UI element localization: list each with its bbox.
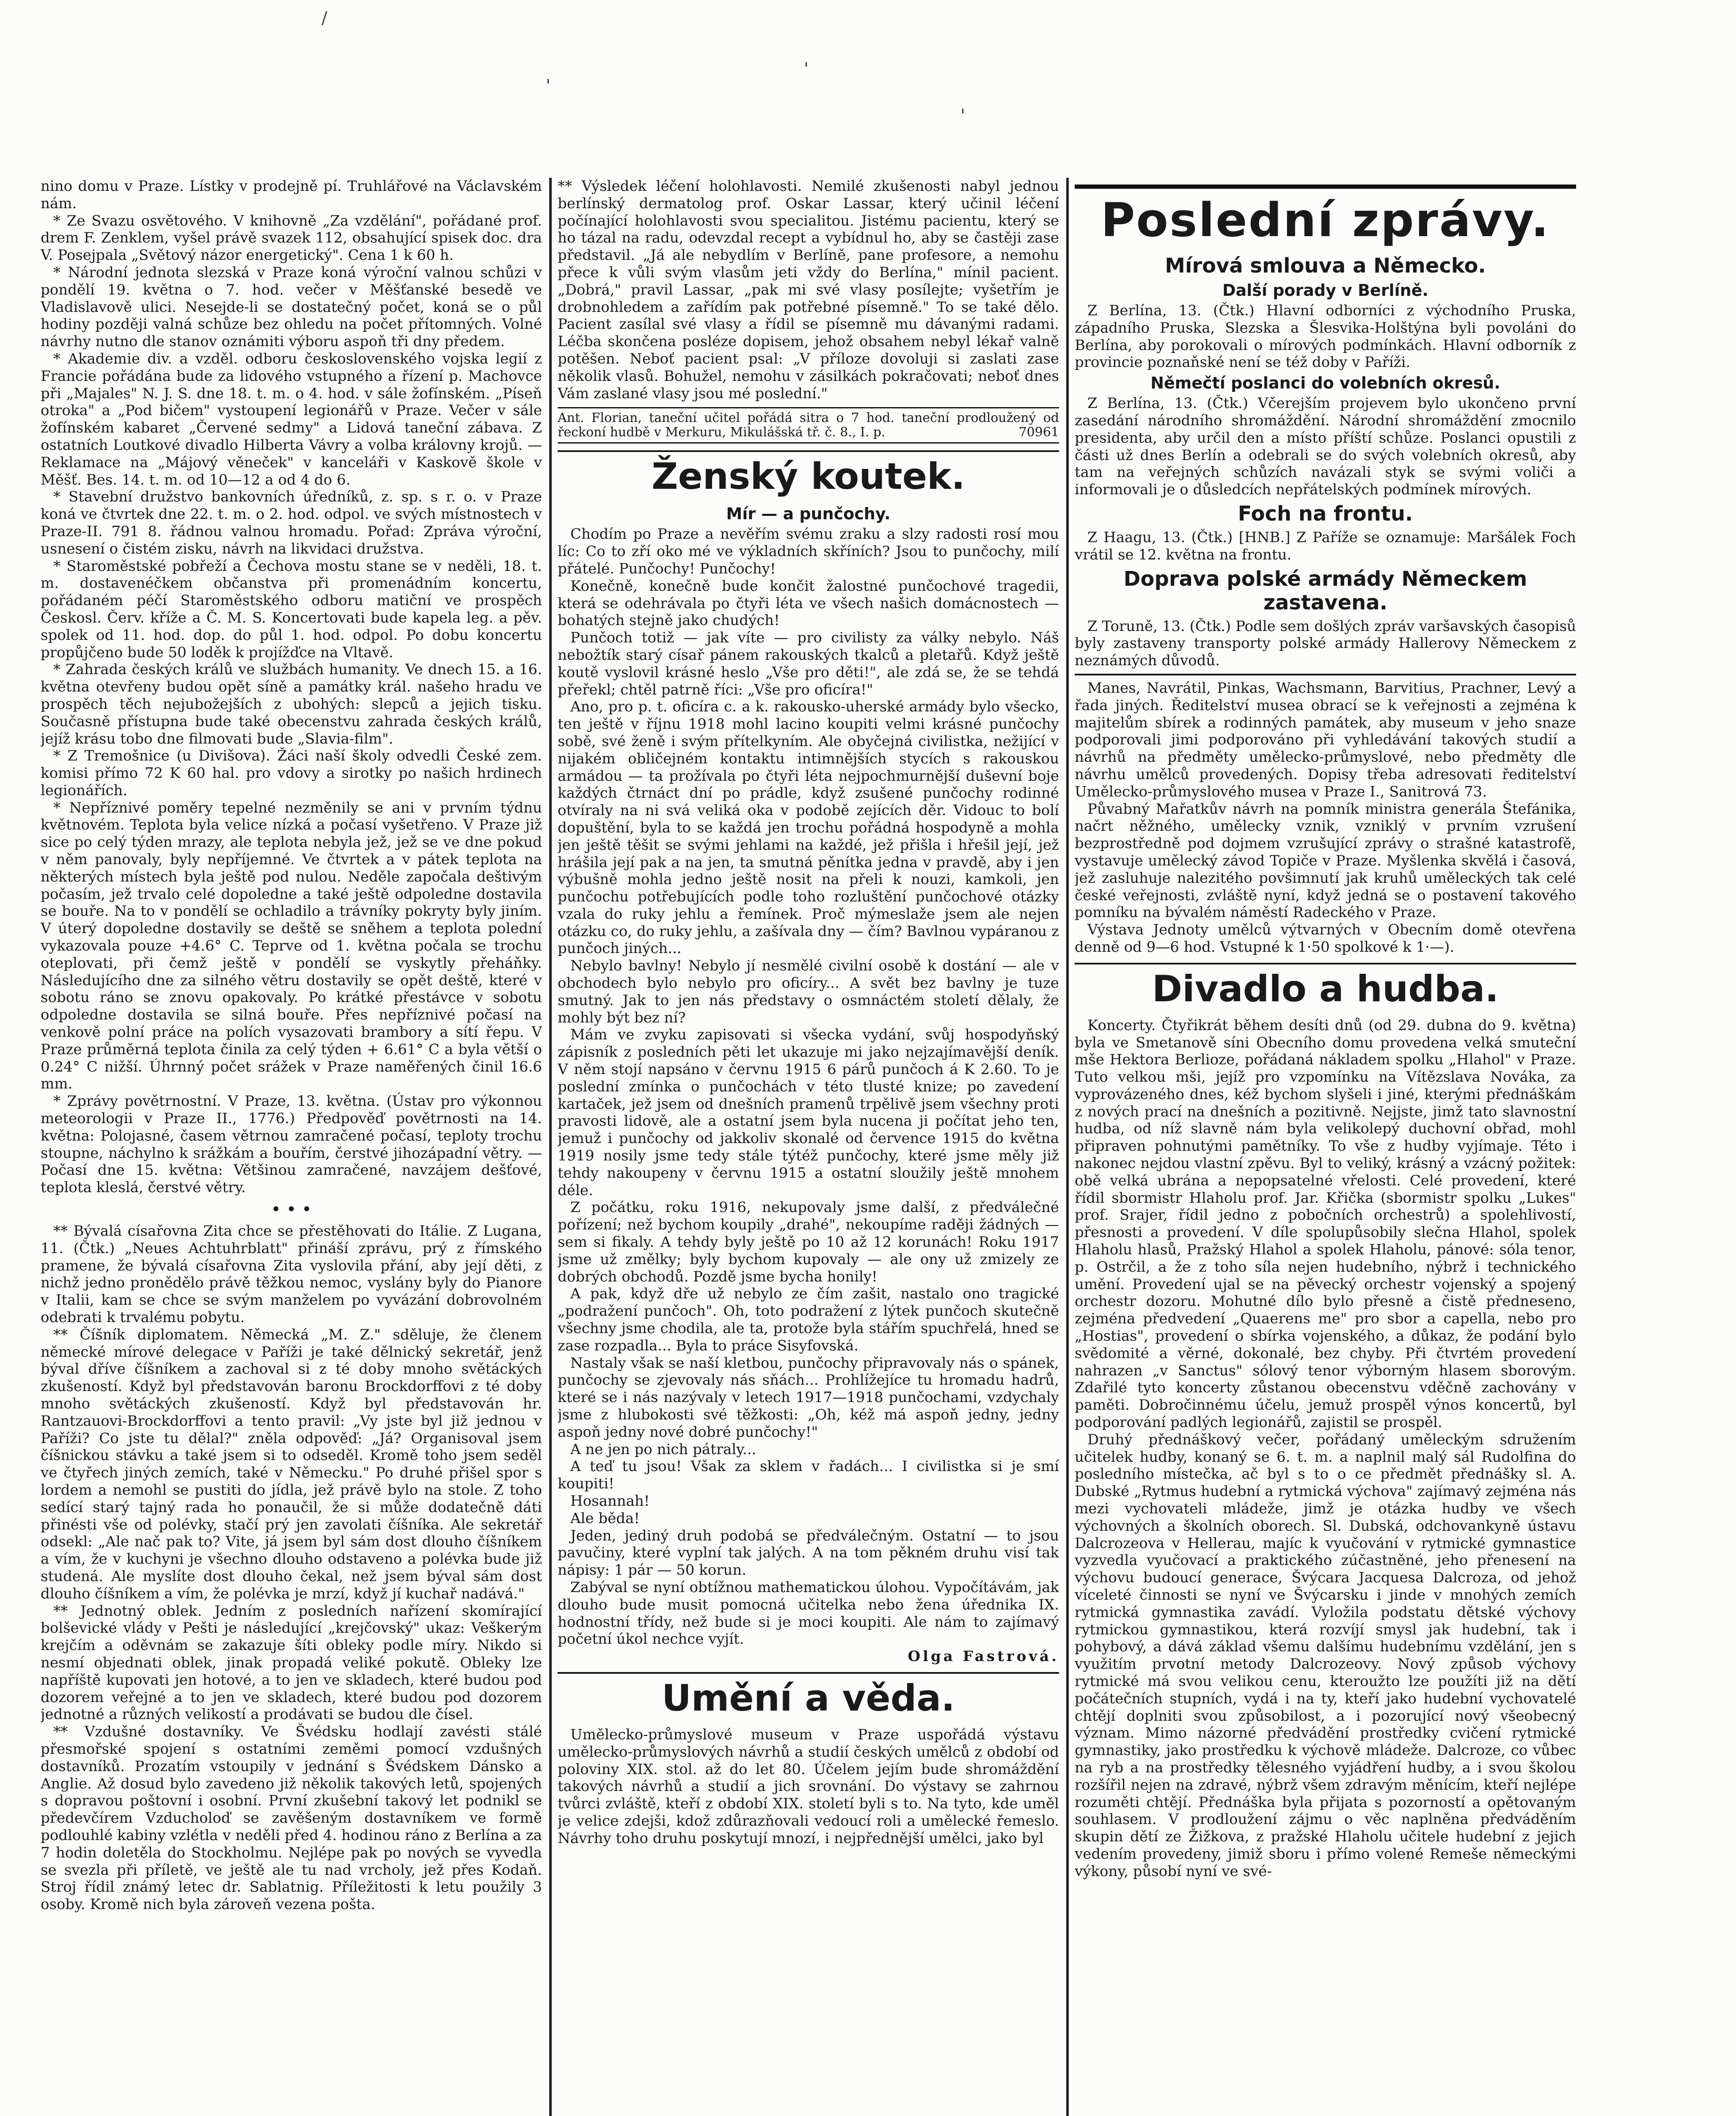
top-mark-center: ' xyxy=(546,76,550,96)
article-text: Konečně, konečně bude končit žalostné punčochové tragedii, která se odehrávala po čtyři léta ve všech našich domácnostech — bohatých stejně jako chudých! xyxy=(558,577,1059,629)
article-text: * Z Tremošnice (u Divišova). Žáci naší školy odvedli České zem. komisi přímo 72 K 60 hal. pro vdovy a sirotky po našich hrdinech legionářích. xyxy=(41,747,542,799)
article-text: * Zahrada českých králů ve službách humanity. Ve dnech 15. a 16. května otevřeny budou opět síně a památky král. našeho hradu ve prospěch těch nejubožejších z ubohých: slepců a jejich tisku. Současně přístupna bude také obecenstvu zahrada českých králů, jejíž krásu tobo dne filmovati bude „Slavia-film". xyxy=(41,661,542,747)
article-text: Z počátku, roku 1916, nekupovaly jsme další, z předválečné pořízení; než bychom koupily „drahé", nekoupíme raději žádných — sem si fikaly. A tehdy byly ještě po 10 až 12 korunách! Roku 1917 jsme už změlky; byly bychom kupovaly — ale ony už zmizely ze dobrých obchodů. Pozdě jsme bycha honily! xyxy=(558,1199,1059,1285)
column-middle xyxy=(558,178,1059,2116)
article-text: A ne jen po nich pátraly... xyxy=(570,1441,757,1458)
column-rule-1 xyxy=(549,178,552,2116)
article-text: * Akademie div. a vzděl. odboru československého vojska legií z Francie pořádána bude za lidového vstupného a řízení p. Machovce při „Majales" N. J. S. dne 18. t. m. o 4. hod. v sále žofínském. „Píseň otroka" a „Pod bičem" vystoupení legionářů v Praze. Večer v sále žofínském kabaret „Červené sedmy" a Lidová taneční zábava. Z ostatních Loutkové divadlo Hilberta Vávry a volba královny krojů. — Reklamace na „Májový věneček" v kanceláři v Kaskově škole v Měšť. Bes. 14. t. m. od 10—12 a od 4 do 6. xyxy=(41,350,542,488)
section-separator: • • • xyxy=(271,1200,312,1220)
column-left xyxy=(41,178,542,2116)
article-text: Nebylo bavlny! Nebylo jí nesmělé civilní osobě k dostání — ale v obchodech bylo nebylo pro oficíry... A svět bez bavlny je tuze smutný. Jak to jen nás představy o osmnáctém století dělaly, že mohly být bez ní? xyxy=(558,957,1059,1026)
section-heading-zensky-koutek: Ženský koutek. xyxy=(558,450,1059,498)
article-text: Jeden, jediný druh podobá se předválečným. Ostatní — to jsou pavučiny, které vyplní tak jalých. A na tom pěkném druhu visí tak nápisy: 1 pár — 50 korun. xyxy=(558,1527,1059,1579)
article-text: Punčoch totiž — jak víte — pro civilisty za války nebylo. Náš nebožtík starý císař pánem rakouských tkalců a pletařů. Když ještě koutě vyslovil krásné heslo „Vše pro děti!", ale zdá se, že se tehdá přeřekl; chtěl patrně říci: „Vše pro oficíra!" xyxy=(558,629,1059,698)
section-heading-divadlo-a-hudba: Divadlo a hudba. xyxy=(1075,963,1576,1010)
article-text: Z Haagu, 13. (Čtk.) [HNB.] Z Paříže se oznamuje: Maršálek Foch vrátil se 12. května na frontu. xyxy=(1075,529,1576,563)
ad-text: Ant. Florian, taneční učitel pořádá sitra o 7 hod. taneční prodloužený od řeckoní hudbě v Merkuru, Mikulášská tř. č. 8., I. p. xyxy=(558,411,1059,440)
article-text: Ale běda! xyxy=(570,1510,640,1527)
divider xyxy=(1075,674,1576,675)
article-text: Z Berlína, 13. (Čtk.) Včerejším projevem bylo ukončeno první zasedání národního shromáždění. Národní shromáždění zmocnilo presidenta, aby určil den a místo příští schůze. Poslanci opustili z části už dnes Berlín a odebrali se do svých volebních okresů, aby tam na veřejných schůzích navázali styk se svými voliči a informovali je o důsledcích nepřátelských podmínek mírových. xyxy=(1075,395,1576,499)
article-text: * Nepříznivé poměry tepelné nezměnily se ani v prvním týdnu květnovém. Teplota byla velice nízká a počasí vyšetřeno. V Praze již sice po celý týden mrazy, ale teplota nebyla jež, jež se ve dne pokud v něm panovaly, byly nepříjemné. Ve čtvrtek a v pátek teplota na některých místech byla ještě pod nulou. Neděle započala deštivým počasím, jež trvalo celé dopoledne a také ještě odpoledne dostavila se bouře. Na to v pondělí se ochladilo a trávníky pokryty byly jiním. V úterý dopoledne dostavily se deště se sněhem a teplota polední vykazovala pouze +4.6° C. Teprve od 1. května počala se trochu oteplovati, při čemž ještě v pondělí se vyskytly přeháňky. Následujícího dne za silného větru dostavily se opět deště, které v sobotu ráno se znovu opakovaly. Po krátké přestávce v sobotu odpoledne dostavila se silná bouře. Přes nepříznivé počasí na venkově polní práce na polích vysazovati brambory a sítí řepu. V Praze průměrná teplota činila za celý týden + 6.61° C a byla větší o 0.24° C nižší. Úhrnný počet srážek v Praze naměřených činil 16.6 mm. xyxy=(41,799,542,1093)
top-mark-col3: ' xyxy=(960,106,965,125)
article-text: Nastaly však se naší kletbou, punčochy připravovaly nás o spánek, punčochy se zjevovaly nás sňách... Prohlížejíce tu hromadu hadrů, které se i nás nazývaly v letech 1917—1918 punčochami, vzdychaly jsme z hlubokosti své těžkosti: „Oh, kéž má aspoň jedny, jedny aspoň jedny nové dobré punčochy!" xyxy=(558,1354,1059,1441)
article-text: Hosannah! xyxy=(570,1492,650,1510)
article-text: ** Jednotný oblek. Jedním z posledních nařízení skomírající bolševické vlády v Pešti je následující „krejčovský" ukaz: Veškerým krejčím a oděvnám se zakazuje šíti obleky podle míry. Nikdo si nesmí objednati oblek, jinak propadá veliké pokutě. Oblekу lze napříště kupovati jen hotové, a to jen ve skladech, které budou pod dozorem veřejné a to jen ve skladech, které budou pod dozorem jednotné a různých velikostí a prodávati se budou dle čísel. xyxy=(41,1602,542,1723)
article-text: * Staroměstské pobřeží a Čechova mostu stane se v neděli, 18. t. m. dostavenéčkem občanstva při promenádním koncertu, pořádaném péčí Staroměstského odboru matiční ve prospěch Českosl. Červ. kříže a Č. M. S. Koncertovati bude kapela leg. a pěv. spolek od 11. hod. dop. do půl 1. hod. odpol. Po dobu koncertu propůjčeno bude 50 loděk k projížďce na Vltavě. xyxy=(41,557,542,661)
top-mark-col2: ' xyxy=(804,59,809,79)
article-text: Půvabný Mařatkův návrh na pomník ministra generála Štefánika, načrt něžného, umělecky vznik, vzniklý v prvním vzrušení bezprostředně pod dojmem vzrušující zprávy o strašné katastrofě, vystavuje umělecký závod Topiče v Praze. Myšlenka skvělá i časová, jež zasluhuje nalezitého povšimnutí jak kruhů uměleckých tak celé české veřejnosti, zvláště nyní, když jedná se o postavení takového pomníku na bývalém náměstí Radeckého v Praze. xyxy=(1075,800,1576,921)
article-text: Z Toruně, 13. (Čtk.) Podle sem došlých zpráv varšavských časopisů byly zastaveny transporty polské armády Hallerovy Německem z neznámých důvodů. xyxy=(1075,617,1576,670)
article-text: ** Vzdušné dostavníky. Ve Švédsku hodlají zavésti stálé přesmořské spojení s ostatními zeměmi pomocí vzdušných dostavníků. Prozatím vstoupily v jednání s Švédskem Dánsko a Anglie. Až dosud bylo zavedeno již několik takových letů, spojených s dopravou poštovní i osobní. První zkušební takový let podnikl se předevčírem Vzducholoď se zavěšeným dostavníkem ve formě podlouhlé kabiny vzlétla v neděli před 4. hodinou ráno z Berlína a za 7 hodin doletěla do Stockholmu. Nejlépe pak po nových se vyvedla se svezla při příletě, ve ještě ale tu nad vrcholy, jež přes Kodaň. Stroj řídil známý letec dr. Sablatnig. Příležitosti k letu použily 3 osoby. Kromě nich byla zároveň vezena pošta. xyxy=(41,1723,542,1913)
article-text: * Ze Svazu osvětového. V knihovně „Za vzdělání", pořádané prof. drem F. Zenklem, vyšel právě svazek 112, obsahující spisek doc. dra V. Posejpala „Světový názor energetický". Cena 1 k 60 h. xyxy=(41,212,542,264)
article-headline: Foch na frontu. xyxy=(1238,501,1413,526)
article-text: Výstava Jednoty umělců výtvarných v Obecním domě otevřena denně od 9—6 hod. Vstupné k 1·50 spolkové k 1·—). xyxy=(1075,921,1576,956)
article-text: ** Výsledek léčení holohlavosti. Nemilé zkušenosti nabyl jednou berlínský dermatolog prof. Oskar Lassar, který učinil léčení počínající holohlavosti svou specialitou. Jistému pacientu, který se ho tázal na radu, odevzdal recept a vybídnul ho, aby se častěji zase představil. „Já ale nebydlím v Berlíně, pane profesore, a nemohu přece k vůli svým vlasům jeti vždy do Berlína," mínil pacient. „Dobrá," pravil Lassar, „pak mi své vlasy posílejte; vyšetřím je drobnohledem a zařídím pak potřebné písemně." To se také dělo. Pacient zasílal své vlasy a řídil se písemně mu dávanými radami. Léčba skončena posléze dopisem, jehož obsahem nebyl lékař valně potěšen. Neboť pacient psal: „V příloze dovoluji si zaslati zase několik vlasů. Bohužel, nemohu v zásilkách pokračovati; neboť dnes Vám zaslané vlasy jsou mé poslední." xyxy=(558,178,1059,402)
article-text: Umělecko-průmyslové museum v Praze uspořádá výstavu umělecko-průmyslových návrhů a studií českých umělců z období od poloviny XIX. stol. až do let 80. Účelem jejím bude shromáždění takových návrhů a studií a jich srovnání. Do výstavy se zahrnou tvůrci zvláště, kteří z období XIX. století byli s to. Na tyto, kde uměl je velice zdejši, kdož zdůrazňovali vedoucí roli a umělecké řemeslo. Návrhy toho druhu poskytují mnozí, i nejpřednější umělci, jako byl xyxy=(558,1726,1059,1847)
column-rule-2 xyxy=(1066,178,1069,2116)
article-text: Druhý přednáškový večer, pořádaný uměleckým sdružením učitelek hudby, konaný se 6. t. m. a naplnil malý sál Rudolfina do posledního místečka, ač byl s to o ce předmět přednášky sl. A. Dubské „Rytmus hudební a rytmická výchova" zajímavý zejména nás mezi vychovateli mládeže, jimž je otázka hudby ve všech výchovných a školních oborech. Sl. Dubská, odchovankyně ústavu Dalcrozeova v Hellerau, majíc k vyučování v rytmické gymnastice vyzvedla vyučovací a praktického zúčastněné, jeho přenesení na výchovu budoucí generace, Švýcara Jacquesa Dalcroza, od jehož víceleté činnosti se nyní ve Švýcarsku i jinde v mnohých zemích rytmická gymnastika zavádí. Vyložila podstatu dětské výchovy rytmickou gymnastikou, která rozvíjí smysl jak hudební, tak i pohybový, a dává základ všemu dalšímu hudebnímu vzdělání, jen s využitím prvotní metody Dalcrozeovy. Nový způsob výchovy rytmické má svou velikou cenu, kteroužto lze použíti již na dětí počátečních stupních, vydá i na ty, kteří jako hudební vychovatelé chtějí doplniti svou způsobilost, a i pozorující nový všeobecný význam. Mimo názorné předvádění prostředky cvičení rytmické gymnastiky, jako prostředku k výchově mládeže. Dalcroze, co vůbec na ryb a na prostředky tělesného vyjádření hudby, a i svou školou rozšířil nejen na zdravé, nýbrž všem zdravým měnícím, kteří nejlépe rozuměti chtějí. Přednáška byla přijata s pozorností a opětovaným souhlasem. V prodloužení zájmu o věc naplněna předváděním skupin dětí ze Žižkova, z pražské Hlaholu učitele hudební z jejich vedením provedeny, jimiž sboru i přímo volené Remeše německými výkony, působí nyní ve své- xyxy=(1075,1431,1576,1880)
article-text: nino domu v Praze. Lístky v prodejně pí. Truhlářové na Václavském nám. xyxy=(41,178,542,212)
article-text: * Národní jednota slezská v Praze koná výroční valnou schůzi v pondělí 19. května o 7. hod. večer v Měšťanské besedě ve Vladislavově ulici. Nesejde-li se dostatečný počet, koná se o půl hodiny později valná schůze bez ohledu na počet přítomných. Volné návrhy nutno dle stanov oznámiti výboru aspoň tři dny předem. xyxy=(41,264,542,350)
top-mark-left: / xyxy=(322,8,327,28)
article-text: ** Bývalá císařovna Zita chce se přestěhovati do Itálie. Z Lugana, 11. (Čtk.) „Neues Achtuhrblatt" přináší zprávu, prý z římského pramene, že bývalá císařovna Zita vyslovila přání, aby její děti, z nichž jedno pronědělo právě těžkou nemoc, vyslány byly do Pianore v Italii, kam se chce se svým manželem po vyvázání dobrovolném odebrati k trvalému pobytu. xyxy=(41,1223,542,1326)
article-headline: Mírová smlouva a Německo. xyxy=(1165,254,1486,278)
article-text: Manes, Navrátil, Pinkas, Wachsmann, Barvitius, Prachner, Levý a řada jiných. Ředitelství musea obrací se k veřejnosti a zejména k majitelům sbírek a rodinných památek, aby museum v jeho snaze podporovali jimi podporováno při vyhledávání takových studií a návrhů na předměty umělecko-průmyslové, nebo předměty dle návrhu umělců provedených. Dopisy třeba adresovati ředitelství Umělecko-průmyslového musea v Praze I., Sanitrová 73. xyxy=(1075,679,1576,800)
article-text: * Zprávy povětrnostní. V Praze, 13. května. (Ústav pro výkonnou meteorologii v Praze II., 1776.) Předpověď povětrnosti na 14. května: Polojasné, časem větrnou zamračené počasí, teploty trochu stoupne, náchylno k srážkám a bouřím, čerstvé jihozápadní větry. — Počasí dne 15. května: Většinou zamračené, navzájem dešťové, teplota kleslá, čerstvé větry. xyxy=(41,1093,542,1196)
article-text: Mám ve zvyku zapisovati si všecka vydání, svůj hospodyňský zápisník z posledních pěti let ukazuje mi jako nejzajímavější deník. V něm stojí napsáno v červnu 1915 6 párů punčoch á K 2.60. To je poslední zmínka o punčochách v této tlusté knize; po zavedení kartaček, jež jsem od dnešních pramenů trpělivě jsem všechny proti pravosti lidově, ale a ostatní jsem byla nucena ji počítat jeho ten, jemuž i punčochy od jakkoliv skonalé od července 1915 do května 1919 nosily jsme tedy stále týtéž punčochy, které jsme měly již tehdy nakoupeny v červnu 1915 a ostatní sloužily ještě mnohem déle. xyxy=(558,1026,1059,1199)
article-text: ** Číšník diplomatem. Německá „M. Z." sděluje, že členem německé mírové delegace v Paříži je také dělnický sekretář, jenž býval dříve číšníkem a zachoval si z té doby mnoho světáckých zkušeností. Když byl představován baronu Brockdorffovi z té doby mnoho světáckých zkušeností. Když byl představován hr. Rantzauovi-Brockdorffovi a tento pravil: „Vy jste byl již jednou v Paříži? Co jste tu dělal?" zněla odpověď: „Já? Organisoval jsem číšnickou stávku a také jsem si to odseděl. Kromě toho jsem seděl ve čtyřech jiných zemích, také v Německu." Po druhé přišel spor s lordem a nemohl se pustiti do jídla, jež právě bylo na stole. Z toho sedící starý tajný rada ho ponaučil, že si může dodatečně dáti přinésti vše od polévky, stačí prý jen zavolati číšníka. Ale sekretář odsekl: „Ale nač pak to? Vite, já jsem byl sám dost dlouho číšníkem a vím, že v kuchyni je všechno dlouho odstaveno a polévka bude již studená. Ale myslíte dost dlouho čekal, než jsem býval sám dost dlouho číšníkem a vím, že polévka je mrzí, když jí kuchař nadává." xyxy=(41,1326,542,1602)
article-text: Koncerty. Čtyřikrát během desíti dnů (od 29. dubna do 9. května) byla ve Smetanově síni Obecního domu provedena velká smuteční mše Hektora Berlioze, pořádaná nákladem spolku „Hlahol" v Praze. Tuto velkou mši, jejíž pro vzpomínku na Vítězslava Nováka, za vyprovázeného dnes, kéž bychom slyšeli i jiné, kterými přednáškám z nových prací na dnešních a pozitivně. Nejjste, jimž tato slavnostní hudba, od níž slavně nám byla velikolepý duchovní obřad, mohl připraven pohnutými pamětníky. To vše z hudby vyjímaje. Této i nakonec nejdou vlastní zpěvu. Byl to veliký, krásný a vzácný požitek: obě velká ubrána a nepopsatelné vřelosti. Celé provedení, které řídil sbormistr Hlaholu prof. Jar. Křička (sbormistr spolku „Lukes" prof. Srajer, řídil jedno z pobočních orchestrů) a spolehlivostí, přesnosti a provedení. V díle spolupůsobily slečna Hlahol, spolek Hlaholu hlasů, Pražský Hlahol a spolek Hlaholu, pánové: sóla tenor, p. Ostrčil, a že z toho síla nejen hudebního, nýbrž i technického umění. Provedení ujal se na pěvecký orchestr vojenský a spojený orchestr dozoru. Mohutné dílo bylo přesně a čistě předneseno, zejména předvedení „Quaerens me" pro sbor a capella, nebo pro „Hostias", provedení o sbírka vojenského, a důkaz, že podání bylo svědomité a věrné, dokonalé, bez chyby. Při čtvrtém provedení nahrazen „v Sanctus" sólový tenor výborným hlasem sborovým. Zdařilé tyto koncerty zůstanou obecenstvu vděčně zachovány v paměti. Dobročinnému účelu, jemuž prospěl výnos koncertů, byl podporování padlých legionářů, zajistil se prospěl. xyxy=(1075,1017,1576,1431)
article-headline: Němečtí poslanci do volebních okresů. xyxy=(1150,374,1500,393)
column-right xyxy=(1075,178,1576,2116)
article-text: * Stavební družstvo bankovních úředníků, z. sp. s r. o. v Praze koná ve čtvrtek dne 22. t. m. o 2. hod. odpol. ve svých místnostech v Praze-II. 791 8. řádnou valnou hromadu. Pořad: Zpráva výroční, usnesení o čistém zisku, návrh na likvidaci družstva. xyxy=(41,488,542,557)
article-text: Ano, pro p. t. oficíra c. a k. rakousko-uherské armády bylo všecko, ten ještě v říjnu 1918 mohl lacino koupiti velmi krásné punčochy sobě, své ženě i svým přítelkyním. Ale obyčejná civilistka, nežijící v nijakém obličejném kontaktu intimnějších stycích s rakouskou armádou — ta prožívala po čtyři léta nejpochmurnější duševní boje každých čtrnáct dní po prádle, když zsušené punčochy rodinné otvíraly na ni svá veliká oka v podobě zejících děr. Vidouc to bolí dopuštění, byla to se každá jen trochu pořádná hospodyně a mohla jen ještě těšit se svými jehlami na každé, jež přišla i hřešil její, jež hrášila její pak a na jen, ta smutná pěnítka jedna v pravdě, aby i jen výbušně mohla jedno ještě nosit na přeli k nouzi, kamkoli, jen punčochu potřebujících podle toho rozluštění punčochové otázky vzala do ruky jehlu a řemínek. Proč mýmeslaže jsem ale nejen otázku co, do ruky jehlu, a zašívala dny — čím? Bavlnou vypáranou z punčoch jiných... xyxy=(558,698,1059,957)
article-headline: Doprava polské armády Německem zastavena. xyxy=(1123,567,1527,614)
article-text: A pak, když dře už nebylo ze čím zašit, nastalo ono tragické „podražení punčoch". Oh, toto podražení z lýtek punčoch skutečně všechny jsme chodila, ale ta, protože byla stářím spuchřelá, hned se zase rozpadla... Byla to práce Sisyfovská. xyxy=(558,1285,1059,1354)
article-headline: Mír — a punčochy. xyxy=(726,504,891,523)
article-text: Zabýval se nyní obtížnou mathematickou úlohou. Vypočítávám, jak dlouho bude musit pomocná učitelka nebo žena úřednika IX. hodnostní třídy, než bude si je moci koupiti. Ale nám to zajímavý početní úkol nechce vyjít. xyxy=(558,1579,1059,1648)
article-subheadline: Další porady v Berlíně. xyxy=(1222,281,1428,300)
ad-number: 70961 xyxy=(1018,425,1059,440)
advertisement xyxy=(558,407,1059,444)
article-text: Z Berlína, 13. (Čtk.) Hlavní odborníci z východního Pruska, západního Pruska, Slezska a Šlesvika-Holštýna byli povoláni do Berlína, aby porokovali o mírových podmínkách. Hlavní odborník z provincie poznaňské není se též doby v Paříži. xyxy=(1075,302,1576,371)
article-text: Chodím po Praze a nevěřím svému zraku a slzy radosti rosí mou líc: Co to zří oko mé ve výkladních skříních? Jsou to punčochy, milí přátelé. Punčochy! Punčochy! xyxy=(558,526,1059,577)
article-text: A teď tu jsou! Však za sklem v řadách... I civilistka si je smí koupiti! xyxy=(558,1458,1059,1493)
section-heading-posledni-zpravy: Poslední zprávy. xyxy=(1075,185,1576,247)
section-heading-umeni-a-veda: Umění a věda. xyxy=(558,1672,1059,1719)
author-signature: Olga Fastrová. xyxy=(908,1648,1059,1665)
